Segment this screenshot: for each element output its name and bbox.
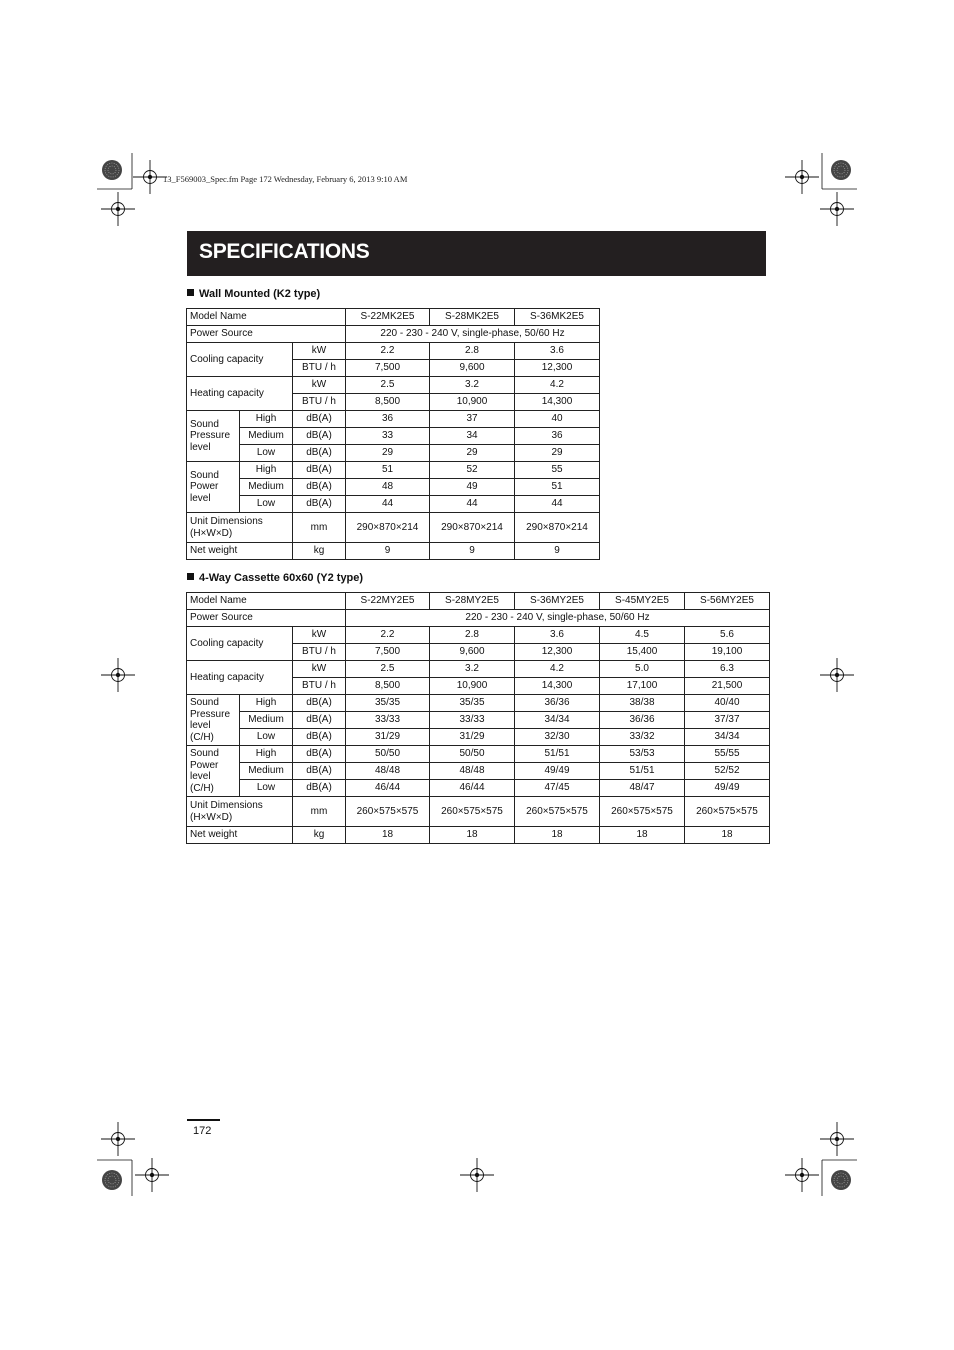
row-header-power-source: Power Source [187,326,346,343]
value-cell: 12,300 [515,644,600,661]
value-cell: 44 [430,496,515,513]
unit-cell: dB(A) [293,763,346,780]
value-cell: 52/52 [685,763,770,780]
row-header-heating-capacity: Heating capacity [187,377,293,411]
level-cell-high: High [240,746,293,763]
value-cell: 31/29 [430,729,515,746]
value-cell: 6.3 [685,661,770,678]
page-number: 172 [193,1125,212,1137]
value-cell: 9 [515,543,600,560]
unit-cell: kW [293,627,346,644]
unit-cell: mm [293,513,346,543]
cell-label-line: Sound [190,469,219,481]
table-row [187,462,600,479]
value-cell: 34/34 [515,712,600,729]
table-row [187,797,770,827]
value-cell: 2.2 [346,627,430,644]
value-cell: 290×870×214 [430,513,515,543]
value-cell: S-45MY2E5 [600,593,685,610]
row-header-unit-dimensions [187,513,293,543]
value-cell: S-28MY2E5 [430,593,515,610]
power-source-value: 220 - 230 - 240 V, single-phase, 50/60 Hz [346,326,600,343]
wall-mounted-spec-table [186,308,600,560]
row-header-model-name: Model Name [187,309,346,326]
crop-mark-middle-right [820,658,854,692]
value-cell: 19,100 [685,644,770,661]
value-cell: 10,900 [430,678,515,695]
cassette-spec-table [186,592,770,844]
cell-label-line: Sound [190,697,219,708]
value-cell: 36/36 [600,712,685,729]
row-header-heating-capacity: Heating capacity [187,661,293,695]
unit-cell: BTU / h [293,678,346,695]
unit-cell: BTU / h [293,360,346,377]
value-cell: S-22MY2E5 [346,593,430,610]
cell-label-line: Pressure [190,430,231,442]
value-cell: 52 [430,462,515,479]
unit-cell: dB(A) [293,462,346,479]
cell-label-line: (H×W×D) [190,527,233,539]
value-cell: 36 [515,428,600,445]
value-cell: 37/37 [685,712,770,729]
value-cell: 4.2 [515,661,600,678]
table-row [187,343,600,360]
value-cell: 4.2 [515,377,600,394]
value-cell: 260×575×575 [430,797,515,827]
value-cell: 18 [346,827,430,844]
section-title-cassette [187,572,363,584]
value-cell: 48/48 [430,763,515,780]
cell-label-line: level (C/H) [190,771,214,794]
table-row [187,496,600,513]
crop-mark-bottom-center [460,1158,494,1192]
unit-cell: dB(A) [293,428,346,445]
unit-cell: kW [293,377,346,394]
value-cell: 49/49 [685,780,770,797]
title-banner [187,231,766,276]
cell-label-line: level (C/H) [190,720,214,743]
value-cell: 51/51 [515,746,600,763]
row-header-model-name: Model Name [187,593,346,610]
row-header-cooling-capacity: Cooling capacity [187,627,293,661]
value-cell: 4.5 [600,627,685,644]
level-cell-medium: Medium [240,763,293,780]
unit-cell: dB(A) [293,780,346,797]
value-cell: 18 [430,827,515,844]
value-cell: 260×575×575 [515,797,600,827]
value-cell: 36/36 [515,695,600,712]
value-cell: 51/51 [600,763,685,780]
level-cell-medium: Medium [240,428,293,445]
value-cell: 55 [515,462,600,479]
unit-cell: dB(A) [293,712,346,729]
crop-mark-top-right [785,153,857,226]
value-cell: 3.2 [430,661,515,678]
value-cell: S-28MK2E5 [430,309,515,326]
value-cell: 31/29 [346,729,430,746]
value-cell: 7,500 [346,360,430,377]
value-cell: 2.5 [346,377,430,394]
value-cell: 29 [515,445,600,462]
level-cell-medium: Medium [240,479,293,496]
unit-cell: kW [293,661,346,678]
value-cell: 9 [346,543,430,560]
value-cell: 33/32 [600,729,685,746]
crop-mark-bottom-left [97,1122,169,1196]
table-row [187,513,600,543]
value-cell: 29 [346,445,430,462]
value-cell: S-22MK2E5 [346,309,430,326]
table-row [187,479,600,496]
value-cell: 34 [430,428,515,445]
row-header-sound-power-level [187,462,240,513]
unit-cell: dB(A) [293,695,346,712]
table-row [187,763,770,780]
value-cell: 33/33 [430,712,515,729]
value-cell: 2.8 [430,627,515,644]
value-cell: 33/33 [346,712,430,729]
value-cell: 2.2 [346,343,430,360]
value-cell: 33 [346,428,430,445]
value-cell: 9,600 [430,644,515,661]
row-header-sound-pressure-level [187,411,240,462]
table-row [187,543,600,560]
value-cell: 10,900 [430,394,515,411]
value-cell: S-36MY2E5 [515,593,600,610]
unit-cell: dB(A) [293,479,346,496]
value-cell: 18 [685,827,770,844]
level-cell-high: High [240,411,293,428]
value-cell: 47/45 [515,780,600,797]
value-cell: 48 [346,479,430,496]
cell-label-line: level [190,492,211,504]
value-cell: 7,500 [346,644,430,661]
unit-cell: dB(A) [293,496,346,513]
value-cell: 48/48 [346,763,430,780]
unit-cell: dB(A) [293,411,346,428]
value-cell: 29 [430,445,515,462]
value-cell: 53/53 [600,746,685,763]
table-row [187,827,770,844]
value-cell: 40/40 [685,695,770,712]
bullet-square-icon [187,289,194,296]
unit-cell: mm [293,797,346,827]
value-cell: 34/34 [685,729,770,746]
value-cell: 51 [515,479,600,496]
page-title: SPECIFICATIONS [199,240,370,263]
value-cell: 14,300 [515,678,600,695]
table-row [187,593,770,610]
unit-cell: BTU / h [293,394,346,411]
value-cell: 260×575×575 [685,797,770,827]
value-cell: 8,500 [346,394,430,411]
value-cell: 12,300 [515,360,600,377]
level-cell-high: High [240,462,293,479]
value-cell: 18 [515,827,600,844]
value-cell: 8,500 [346,678,430,695]
level-cell-low: Low [240,445,293,462]
table-row [187,411,600,428]
level-cell-low: Low [240,780,293,797]
table-row [187,780,770,797]
unit-cell: kW [293,343,346,360]
unit-cell: kg [293,827,346,844]
value-cell: 49/49 [515,763,600,780]
table-row [187,610,770,627]
unit-cell: kg [293,543,346,560]
value-cell: 36 [346,411,430,428]
value-cell: 38/38 [600,695,685,712]
value-cell: 18 [600,827,685,844]
table-row [187,746,770,763]
value-cell: 2.8 [430,343,515,360]
value-cell: 21,500 [685,678,770,695]
level-cell-medium: Medium [240,712,293,729]
cell-label-line: Unit Dimensions [190,800,263,811]
crop-mark-middle-left [101,658,135,692]
value-cell: 44 [515,496,600,513]
table-row [187,712,770,729]
value-cell: 5.0 [600,661,685,678]
row-header-power-source: Power Source [187,610,346,627]
row-header-net-weight: Net weight [187,827,293,844]
table-row [187,661,770,678]
value-cell: 35/35 [346,695,430,712]
value-cell: 46/44 [430,780,515,797]
value-cell: 3.6 [515,343,600,360]
crop-mark-top-left [97,153,167,226]
value-cell: 35/35 [430,695,515,712]
value-cell: 40 [515,411,600,428]
value-cell: 3.2 [430,377,515,394]
table-row [187,428,600,445]
table-row [187,445,600,462]
unit-cell: dB(A) [293,445,346,462]
value-cell: 2.5 [346,661,430,678]
unit-cell: dB(A) [293,729,346,746]
value-cell: 32/30 [515,729,600,746]
value-cell: 260×575×575 [600,797,685,827]
section-title-text: Wall Mounted (K2 type) [199,288,321,300]
row-header-sound-pressure-level [187,695,240,746]
value-cell: 55/55 [685,746,770,763]
value-cell: 49 [430,479,515,496]
level-cell-low: Low [240,729,293,746]
value-cell: 51 [346,462,430,479]
cell-label-line: Sound [190,418,219,430]
value-cell: 260×575×575 [346,797,430,827]
value-cell: 15,400 [600,644,685,661]
section-title-text: 4-Way Cassette 60x60 (Y2 type) [199,572,364,584]
table-row [187,326,600,343]
table-row [187,627,770,644]
value-cell: 9 [430,543,515,560]
value-cell: S-56MY2E5 [685,593,770,610]
unit-cell: BTU / h [293,644,346,661]
row-header-cooling-capacity: Cooling capacity [187,343,293,377]
value-cell: 290×870×214 [515,513,600,543]
unit-cell: dB(A) [293,746,346,763]
cell-label-line: Power [190,481,219,493]
row-header-unit-dimensions [187,797,293,827]
row-header-net-weight: Net weight [187,543,293,560]
section-title-wall-mounted [187,288,320,300]
value-cell: 290×870×214 [346,513,430,543]
row-header-sound-power-level [187,746,240,797]
value-cell: 44 [346,496,430,513]
file-info-header: 13_F569003_Spec.fm Page 172 Wednesday, February 6, 2013 9:10 AM [163,174,408,184]
page-number-rule [187,1119,220,1121]
value-cell: 46/44 [346,780,430,797]
cell-label-line: Unit Dimensions [190,516,263,527]
value-cell: 9,600 [430,360,515,377]
value-cell: S-36MK2E5 [515,309,600,326]
value-cell: 5.6 [685,627,770,644]
cell-label-line: Sound [190,748,219,759]
power-source-value: 220 - 230 - 240 V, single-phase, 50/60 Hz [346,610,770,627]
level-cell-low: Low [240,496,293,513]
cell-label-line: Pressure [190,708,231,720]
table-row [187,377,600,394]
cell-label-line: level [190,441,211,453]
bullet-square-icon [187,573,194,580]
table-row [187,729,770,746]
value-cell: 17,100 [600,678,685,695]
level-cell-high: High [240,695,293,712]
value-cell: 37 [430,411,515,428]
value-cell: 3.6 [515,627,600,644]
cell-label-line: (H×W×D) [190,811,233,823]
value-cell: 14,300 [515,394,600,411]
value-cell: 50/50 [346,746,430,763]
cell-label-line: Power [190,759,219,771]
table-row [187,309,600,326]
crop-mark-bottom-right [785,1122,857,1196]
value-cell: 50/50 [430,746,515,763]
value-cell: 48/47 [600,780,685,797]
table-row [187,695,770,712]
